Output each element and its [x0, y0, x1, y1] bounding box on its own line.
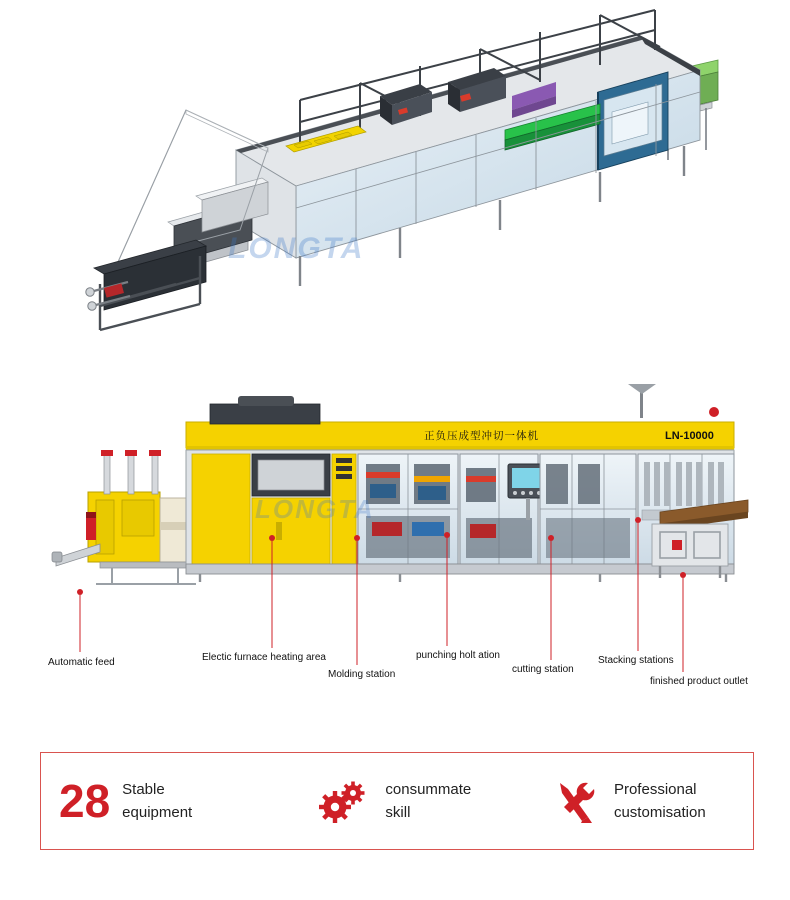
callout-label-stacking-stations: Stacking stations [598, 655, 674, 666]
feature-stable-equipment-line1: Stable [122, 780, 165, 798]
gears-icon [315, 777, 371, 825]
feature-consummate-skill [297, 753, 530, 849]
callout-label-heating-area: Electic furnace heating area [202, 652, 326, 663]
chinese-product-title: 正负压成型冲切一体机 [424, 430, 539, 442]
model-number-label: LN-10000 [665, 430, 714, 442]
years-number: 28 [59, 775, 111, 827]
feature-stable-equipment-text [122, 778, 192, 825]
callout-label-punching-station: punching holt ation [416, 650, 500, 661]
feature-stable-equipment [41, 753, 297, 849]
feature-consummate-skill-line1: consummate [385, 780, 472, 798]
elevation-svg [0, 372, 790, 702]
callout-label-automatic-feed: Automatic feed [48, 657, 115, 668]
feature-consummate-skill-line2: skill [385, 804, 411, 821]
feature-highlight-bar [40, 752, 754, 850]
isometric-svg [0, 0, 790, 370]
tools-icon [548, 777, 600, 825]
callout-label-molding-station: Molding station [328, 669, 396, 680]
machine-elevation-illustration [0, 372, 790, 702]
callout-label-cutting-station: cutting station [512, 664, 574, 675]
feature-professional-customisation [530, 753, 753, 849]
feature-professional-customisation-line2: customisation [613, 804, 706, 821]
watermark-middle: LONGTA [255, 494, 375, 524]
feature-stable-equipment-line2: equipment [122, 804, 193, 821]
feature-professional-customisation-line1: Professional [613, 780, 697, 798]
watermark-top: LONGTA [228, 232, 365, 265]
callout-label-finished-product-outlet: finished product outlet [650, 676, 748, 687]
feature-consummate-skill-text [385, 778, 471, 825]
feature-professional-customisation-text [614, 778, 706, 825]
isometric-machine-illustration [0, 0, 790, 370]
